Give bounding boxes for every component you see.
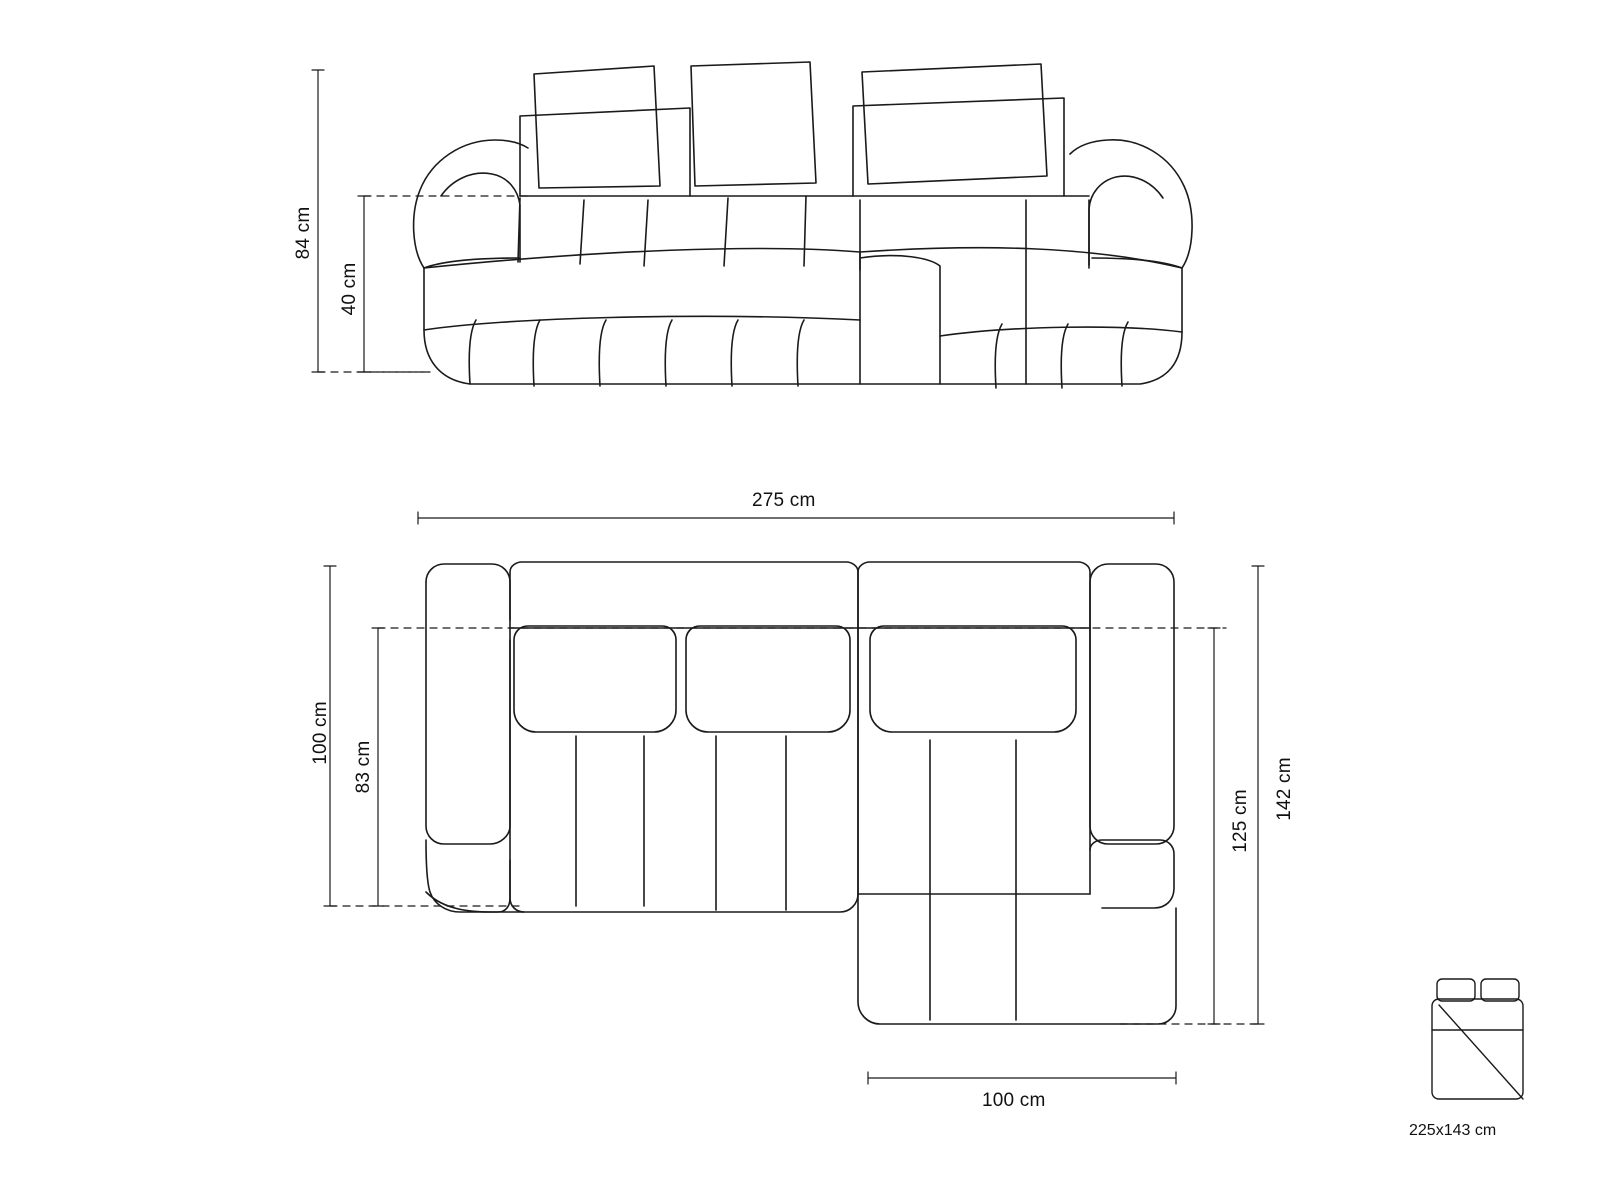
front-view-sofa [414,62,1192,388]
top-chaise-outline [858,628,1176,1024]
label-total-width: 275 cm [752,490,816,511]
label-chaise-depth: 125 cm [1230,789,1251,853]
top-dimension-lines [324,512,1264,1084]
top-right-arm [1090,564,1174,844]
front-pillow-1 [534,66,660,188]
top-left-arm [426,564,510,620]
label-bed-size: 225x143 cm [1409,1122,1497,1139]
top-back-strip-right [858,562,1090,628]
label-seat-depth-left: 83 cm [353,740,374,794]
top-view-sofa [426,562,1176,1024]
label-seat-height: 40 cm [339,262,360,316]
front-pillow-3 [862,64,1047,184]
top-seat-cushion-1 [514,626,676,732]
label-overall-depth-left: 100 cm [310,701,331,765]
label-total-height: 84 cm [293,206,314,260]
sleeping-area-icon [1432,979,1523,1099]
top-back-strip-left [510,562,858,628]
top-seat-cushion-2 [686,626,850,732]
front-pillow-2 [691,62,816,186]
front-dimension-lines [312,70,530,372]
top-seat-cushion-3 [870,626,1076,732]
label-overall-depth-right: 142 cm [1274,757,1295,821]
label-chaise-width: 100 cm [982,1090,1046,1111]
